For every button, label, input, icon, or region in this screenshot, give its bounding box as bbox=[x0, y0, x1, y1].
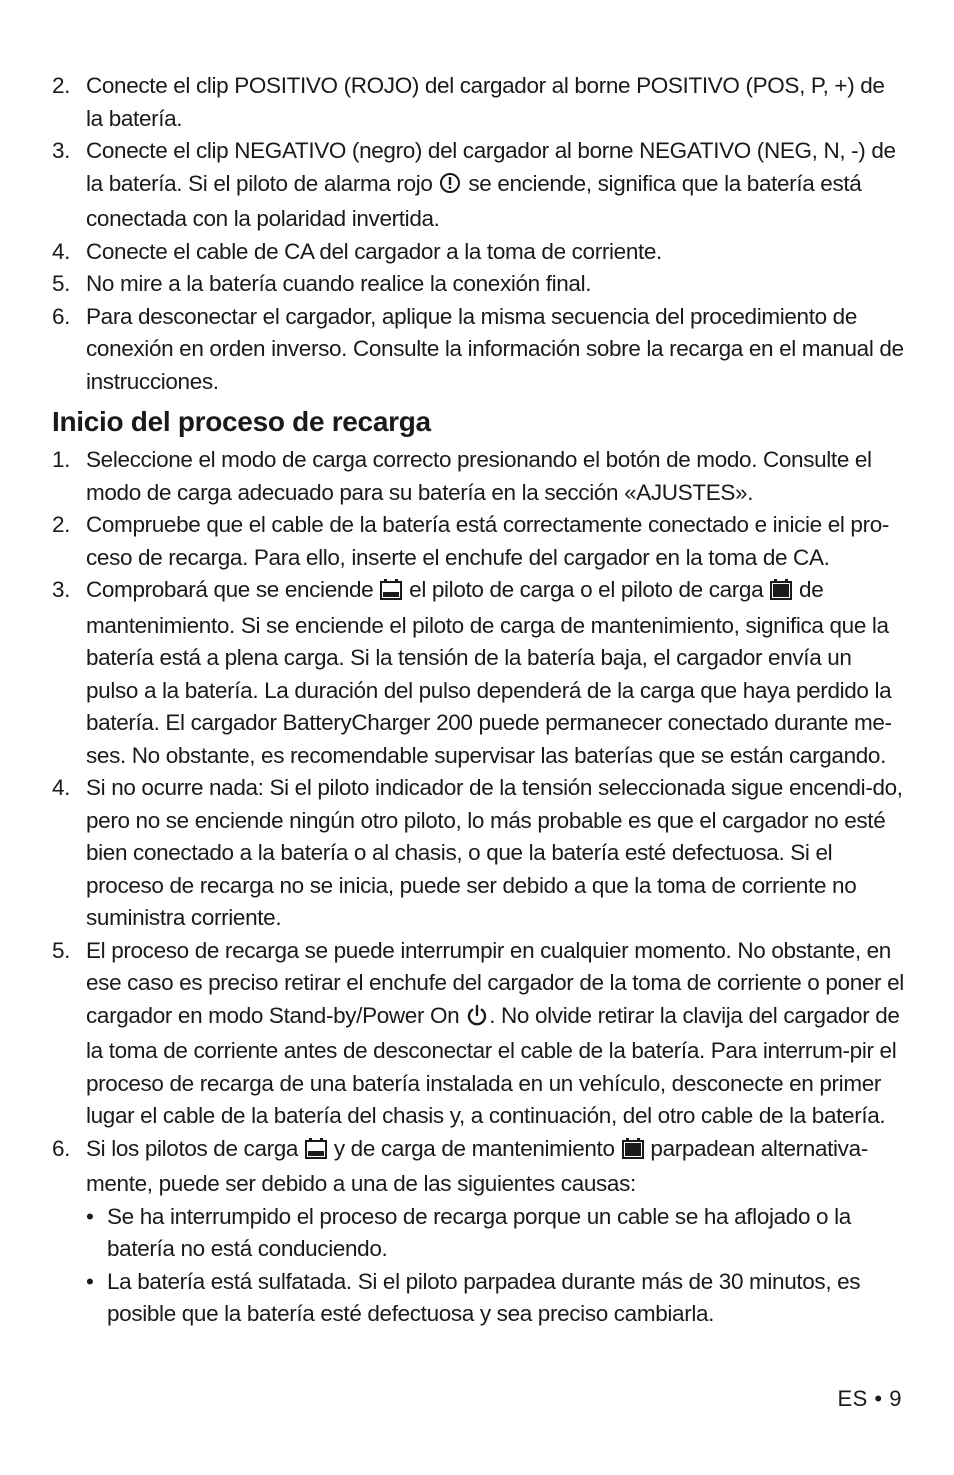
step-text: Conecte el clip POSITIVO (ROJO) del cargador al borne POSITIVO (POS, P, +) de la batería. bbox=[86, 73, 885, 131]
list-item bbox=[52, 772, 904, 935]
step-text: Conecte el cable de CA del cargador a la toma de corriente. bbox=[86, 238, 662, 264]
step-text: Conecte el clip NEGATIVO (negro) del cargador al borne NEGATIVO (NEG, N, -) de la batería. Si el piloto de alarma rojo bbox=[86, 138, 896, 196]
alarm-exclamation-icon bbox=[439, 171, 461, 204]
step-text: No mire a la batería cuando realice la conexión final. bbox=[86, 271, 592, 296]
step-text: Compruebe que el cable de la batería está correctamente conectado e inicie el pro-ceso de recarga. Para ello, inserte el enchufe del cargador en la toma de CA. bbox=[86, 512, 890, 570]
section-title: Inicio del proceso de recarga bbox=[52, 406, 431, 437]
battery-full-icon bbox=[622, 1136, 644, 1169]
list-item bbox=[86, 1266, 904, 1331]
charging-steps-list bbox=[52, 444, 904, 1331]
list-item bbox=[52, 70, 904, 135]
step-text: Si los pilotos de carga bbox=[86, 1135, 304, 1161]
step-text: . No olvide retirar la clavija del cargador de la toma de corriente antes de desconectar el cable de la batería. Para interrum-pir el proceso de recarga de una batería instalada en un vehículo, desconecte en primer lugar el cable de la batería del chasis y, a continuación, del otro cable de la batería. bbox=[86, 1002, 900, 1128]
step-text: de mantenimiento. Si se enciende el piloto de carga de mantenimiento, significa que la batería está a plena carga. Si la tensión de la batería baja, el cargador envía un pulso a la batería. La duración del pulso dependerá de la carga que haya perdido la batería. El cargador BatteryCharger 200 puede permanecer conectado durante me-ses. No obstante, es recomendable supervisar las baterías que se están cargando. bbox=[86, 577, 892, 768]
step-number: 5. bbox=[52, 271, 71, 296]
step-number: 6. bbox=[52, 1135, 71, 1161]
manual-page bbox=[52, 70, 904, 1331]
list-item bbox=[52, 574, 904, 772]
list-item bbox=[52, 301, 904, 399]
list-item bbox=[52, 1133, 904, 1331]
step-number: 2. bbox=[52, 512, 71, 537]
causes-list bbox=[86, 1201, 904, 1331]
step-number: 3. bbox=[52, 577, 71, 602]
list-item bbox=[86, 1201, 904, 1266]
step-text: se enciende, significa que la batería está conectada con la polaridad invertida. bbox=[86, 170, 862, 231]
list-item bbox=[52, 135, 904, 236]
page-number: 9 bbox=[889, 1386, 902, 1411]
step-number: 6. bbox=[52, 303, 71, 329]
step-text: El proceso de recarga se puede interrumpir en cualquier momento. No obstante, en ese caso es preciso retirar el enchufe del cargador de la toma de corriente o poner el cargador en modo Stand-by/Power On bbox=[86, 937, 904, 1028]
battery-charging-icon bbox=[305, 1136, 327, 1169]
step-number: 2. bbox=[52, 73, 71, 98]
bullet-text: La batería está sulfatada. Si el piloto parpadea durante más de 30 minutos, es posible que la batería esté defectuosa y sea preciso cambiarla. bbox=[107, 1268, 861, 1326]
step-text: Comprobará que se enciende bbox=[86, 577, 380, 602]
list-item bbox=[52, 236, 904, 269]
step-number: 3. bbox=[52, 138, 71, 163]
battery-full-icon bbox=[770, 577, 792, 610]
bullet: • bbox=[86, 1268, 94, 1294]
bullet-text: Se ha interrumpido el proceso de recarga porque un cable se ha aflojado o la batería no está conduciendo. bbox=[107, 1203, 851, 1261]
language-code: ES bbox=[837, 1386, 868, 1411]
step-text: el piloto de carga o el piloto de carga bbox=[403, 577, 770, 602]
step-number: 1. bbox=[52, 447, 71, 472]
bullet: • bbox=[86, 1203, 94, 1229]
step-text: Seleccione el modo de carga correcto presionando el botón de modo. Consulte el modo de carga adecuado para su batería en la sección «AJUSTES». bbox=[86, 447, 872, 505]
list-item bbox=[52, 444, 904, 509]
battery-charging-icon bbox=[380, 577, 402, 610]
step-number: 4. bbox=[52, 238, 71, 264]
list-item bbox=[52, 268, 904, 301]
list-item bbox=[52, 935, 904, 1133]
list-item bbox=[52, 509, 904, 574]
step-number: 5. bbox=[52, 937, 71, 963]
power-icon bbox=[466, 1003, 488, 1036]
step-text: Si no ocurre nada: Si el piloto indicador de la tensión seleccionada sigue encendi-do, pero no se enciende ningún otro piloto, lo más probable es que el cargador no esté bien conectado a la batería o al chasis, o que la batería esté defectuosa. Si el proceso de recarga no se inicia, puede ser debido a que la toma de corriente no suministra corriente. bbox=[86, 775, 903, 930]
step-text: Para desconectar el cargador, aplique la misma secuencia del procedimiento de conexión en orden inverso. Consulte la información sobre la recarga en el manual de instrucciones. bbox=[86, 303, 904, 394]
footer-separator: • bbox=[874, 1386, 883, 1411]
page-footer bbox=[837, 1386, 902, 1412]
step-text: parpadean alternativa-mente, puede ser debido a una de las siguientes causas: bbox=[86, 1135, 868, 1196]
connection-steps-list bbox=[52, 70, 904, 398]
step-number: 4. bbox=[52, 775, 71, 800]
step-text: y de carga de mantenimiento bbox=[327, 1135, 621, 1161]
